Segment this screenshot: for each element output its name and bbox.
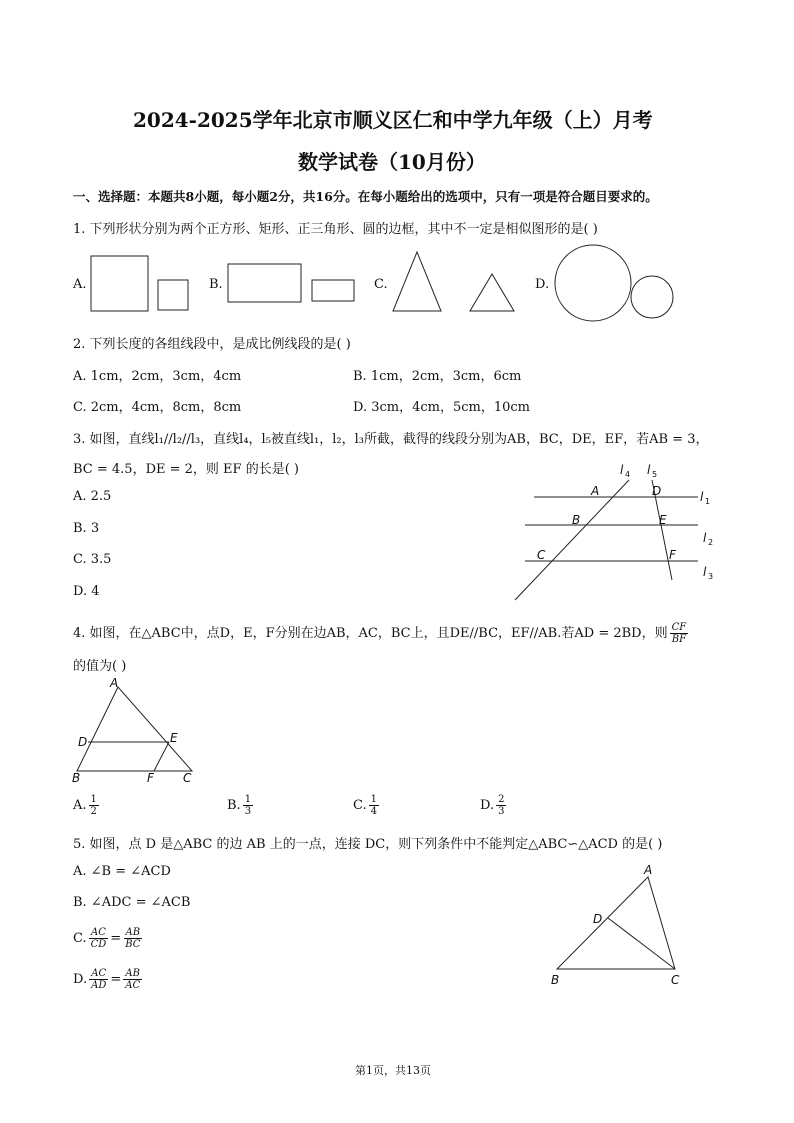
label-C: C bbox=[183, 771, 192, 785]
label-l1: l bbox=[700, 490, 704, 504]
label-l3-sub: 3 bbox=[708, 572, 714, 581]
q5-d-d2: AC bbox=[125, 980, 141, 991]
q4-d-num: 2 bbox=[498, 794, 505, 805]
page-title-line2: 数学试卷（10月份） bbox=[298, 150, 486, 174]
label-D: D bbox=[78, 735, 88, 749]
q4-b-den: 3 bbox=[244, 806, 252, 817]
q4-triangle-diagram bbox=[68, 675, 203, 787]
page-number-footer: 第1页，共13页 bbox=[355, 1064, 431, 1077]
label-D: D bbox=[652, 484, 662, 498]
label-C: C bbox=[537, 548, 546, 562]
q5-d-frac2 bbox=[123, 968, 142, 991]
q1-figure bbox=[0, 0, 794, 330]
label-l2-sub: 2 bbox=[708, 538, 714, 547]
q2-option-b: B. 1cm，2cm，3cm，6cm bbox=[353, 369, 522, 384]
q4-frac-den: BF bbox=[671, 634, 687, 645]
label-C: C bbox=[671, 973, 680, 987]
q5-d-d1: AD bbox=[91, 980, 107, 991]
q5-c-n1: AC bbox=[91, 927, 106, 938]
question-5-stem: 5. 如图，点 D 是△ABC 的边 AB 上的一点，连接 DC，则下列条件中不能判定△ABC∽△ACD 的是( ) bbox=[73, 837, 663, 852]
q5-d-n2: AB bbox=[125, 968, 140, 979]
q5-d-equals: = bbox=[110, 972, 122, 987]
q4-c-num: 1 bbox=[370, 794, 377, 805]
small-circle bbox=[631, 276, 673, 318]
q5-figure bbox=[545, 860, 695, 990]
q3-option-c: C. 3.5 bbox=[73, 552, 112, 567]
large-square bbox=[91, 256, 148, 311]
large-circle bbox=[555, 245, 631, 321]
q1-option-b: B. bbox=[209, 277, 223, 292]
q4-option-c-letter: C. bbox=[353, 798, 367, 813]
small-square bbox=[158, 280, 188, 310]
q4-frac-num: CF bbox=[671, 622, 687, 633]
label-A: A bbox=[644, 863, 653, 877]
q5-c-n2: AB bbox=[125, 927, 141, 938]
q4-a-den: 2 bbox=[90, 806, 97, 817]
label-l3: l bbox=[703, 565, 707, 579]
q5-c-d1: CD bbox=[90, 939, 107, 950]
label-B: B bbox=[72, 771, 81, 785]
q5-c-d2: BC bbox=[125, 939, 141, 950]
large-triangle bbox=[393, 252, 441, 311]
section-heading: 一、选择题：本题共8小题，每小题2分，共16分。在每小题给出的选项中，只有一项是符合题目要求的。 bbox=[73, 189, 658, 204]
label-B: B bbox=[551, 973, 560, 987]
label-l1-sub: 1 bbox=[705, 497, 711, 506]
label-A: A bbox=[110, 676, 119, 690]
q4-option-a bbox=[73, 794, 101, 817]
q1-option-c: C. bbox=[374, 277, 388, 292]
q5-option-c-letter: C. bbox=[73, 931, 87, 946]
question-3-stem-line2: BC = 4.5，DE = 2，则 EF 的长是( ) bbox=[73, 462, 299, 477]
line-l4 bbox=[515, 480, 629, 600]
small-triangle bbox=[470, 274, 514, 311]
q2-option-a: A. 1cm，2cm，3cm，4cm bbox=[73, 369, 242, 384]
q4-option-b-fraction bbox=[243, 794, 253, 817]
q4-option-a-letter: A. bbox=[73, 798, 87, 813]
label-l4-sub: 4 bbox=[625, 470, 631, 479]
label-E: E bbox=[659, 513, 667, 527]
q5-c-equals: = bbox=[110, 931, 122, 946]
question-1-stem: 1. 下列形状分别为两个正方形、矩形、正三角形、圆的边框，其中不一定是相似图形的是( ) bbox=[73, 222, 598, 237]
q1-option-a: A. bbox=[73, 277, 87, 292]
q1-shapes bbox=[0, 0, 794, 330]
question-3-stem-line1: 3. 如图，直线l₁//l₂//l₃，直线l₄，l₅被直线l₁，l₂，l₃所截，截得的线段分别为AB，BC，DE，EF，若AB = 3， bbox=[73, 432, 709, 447]
label-l4: l bbox=[620, 463, 624, 477]
q4-option-b-letter: B. bbox=[227, 798, 241, 813]
q5-d-n1: AC bbox=[91, 968, 107, 979]
segment-EF bbox=[154, 742, 169, 771]
large-rectangle bbox=[228, 264, 301, 302]
label-l5: l bbox=[647, 463, 651, 477]
q5-triangle-diagram bbox=[545, 860, 695, 990]
q3-option-d: D. 4 bbox=[73, 584, 100, 599]
label-l2: l bbox=[703, 531, 707, 545]
q4-stem-fraction bbox=[670, 622, 689, 645]
q2-option-c: C. 2cm，4cm，8cm，8cm bbox=[73, 400, 242, 415]
question-4-stem-line1 bbox=[73, 622, 690, 645]
label-A: A bbox=[591, 484, 600, 498]
q4-figure bbox=[68, 675, 203, 787]
label-E: E bbox=[170, 731, 178, 745]
q5-option-d bbox=[73, 968, 144, 991]
label-l5-sub: 5 bbox=[652, 470, 658, 479]
q4-option-b bbox=[227, 794, 255, 817]
q4-c-den: 4 bbox=[370, 806, 377, 817]
q4-option-d-letter: D. bbox=[480, 798, 495, 813]
q4-a-num: 1 bbox=[90, 794, 97, 805]
q3-figure bbox=[505, 460, 720, 605]
segment-DC bbox=[608, 918, 675, 969]
q3-option-b: B. 3 bbox=[73, 521, 100, 536]
q4-option-a-fraction bbox=[89, 794, 99, 817]
q3-option-a: A. 2.5 bbox=[73, 489, 112, 504]
q5-d-frac1 bbox=[89, 968, 108, 991]
label-D: D bbox=[593, 912, 603, 926]
q4-d-den: 3 bbox=[498, 806, 505, 817]
q4-stem-text: 4. 如图，在△ABC中，点D，E，F分别在边AB，AC，BC上，且DE//BC，EF//AB.若AD = 2BD，则 bbox=[73, 626, 668, 641]
triangle-ABC bbox=[77, 687, 192, 771]
q4-b-num: 1 bbox=[244, 794, 252, 805]
q5-c-frac2 bbox=[123, 927, 142, 950]
q5-option-a: A. ∠B = ∠ACD bbox=[73, 864, 171, 879]
q5-option-b: B. ∠ADC = ∠ACB bbox=[73, 895, 191, 910]
question-2-stem: 2. 下列长度的各组线段中，是成比例线段的是( ) bbox=[73, 337, 351, 352]
label-F: F bbox=[147, 771, 154, 785]
q3-parallel-lines-diagram bbox=[505, 460, 720, 605]
q4-option-d bbox=[480, 794, 508, 817]
question-4-stem-line2: 的值为( ) bbox=[73, 659, 127, 674]
q2-option-d: D. 3cm，4cm，5cm，10cm bbox=[353, 400, 531, 415]
q4-option-c-fraction bbox=[369, 794, 379, 817]
q4-option-d-fraction bbox=[496, 794, 506, 817]
q4-option-c bbox=[353, 794, 381, 817]
q5-c-frac1 bbox=[89, 927, 109, 950]
small-rectangle bbox=[312, 280, 354, 301]
page-title-line1: 2024-2025学年北京市顺义区仁和中学九年级（上）月考 bbox=[133, 108, 653, 132]
q5-option-c bbox=[73, 927, 144, 950]
label-F: F bbox=[669, 548, 676, 562]
q5-option-d-letter: D. bbox=[73, 972, 88, 987]
label-B: B bbox=[572, 513, 581, 527]
q1-option-d: D. bbox=[535, 277, 550, 292]
